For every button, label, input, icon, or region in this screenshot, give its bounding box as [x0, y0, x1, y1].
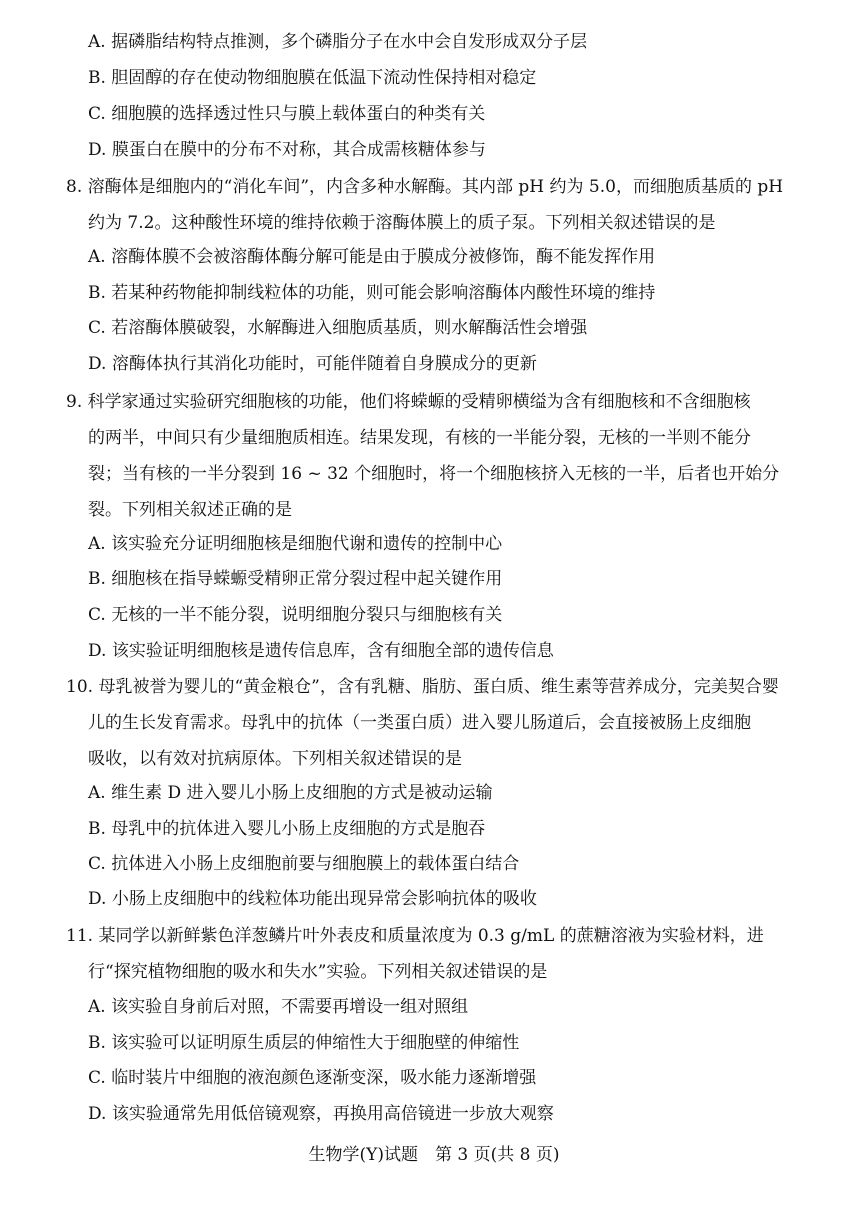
- q9-option-c: C. 无核的一半不能分裂，说明细胞分裂只与细胞核有关: [88, 605, 503, 625]
- q8-stem-line: 8. 溶酶体是细胞内的“消化车间”，内含多种水解酶。其内部 pH 约为 5.0，而细胞质基质的 pH: [66, 177, 784, 197]
- q8-option-c: C. 若溶酶体膜破裂，水解酶进入细胞质基质，则水解酶活性会增强: [88, 318, 588, 338]
- q11-stem-line: 11. 某同学以新鲜紫色洋葱鳞片叶外表皮和质量浓度为 0.3 g/mL 的蔗糖溶液为实验材料，进: [66, 926, 764, 946]
- q9-stem-line: 的两半，中间只有少量细胞质相连。结果发现，有核的一半能分裂，无核的一半则不能分: [88, 428, 751, 448]
- q11-option-a: A. 该实验自身前后对照，不需要再增设一组对照组: [88, 997, 469, 1017]
- q10-option-b: B. 母乳中的抗体进入婴儿小肠上皮细胞的方式是胞吞: [88, 819, 486, 839]
- q8-option-a: A. 溶酶体膜不会被溶酶体酶分解可能是由于膜成分被修饰，酶不能发挥作用: [88, 247, 656, 267]
- q8-stem-line: 约为 7.2。这种酸性环境的维持依赖于溶酶体膜上的质子泵。下列相关叙述错误的是: [88, 213, 716, 233]
- q7-option-c: C. 细胞膜的选择透过性只与膜上载体蛋白的种类有关: [88, 104, 486, 124]
- q11-stem-line: 行“探究植物细胞的吸水和失水”实验。下列相关叙述错误的是: [88, 962, 548, 982]
- q9-stem-line: 9. 科学家通过实验研究细胞核的功能，他们将蝾螈的受精卵横缢为含有细胞核和不含细胞核: [66, 392, 751, 412]
- q10-option-d: D. 小肠上皮细胞中的线粒体功能出现异常会影响抗体的吸收: [88, 889, 537, 909]
- q8-option-d: D. 溶酶体执行其消化功能时，可能伴随着自身膜成分的更新: [88, 354, 537, 374]
- page-footer: 生物学(Y)试题 第 3 页(共 8 页): [308, 1145, 560, 1165]
- q10-option-a: A. 维生素 D 进入婴儿小肠上皮细胞的方式是被动运输: [88, 783, 493, 803]
- q9-stem-line: 裂；当有核的一半分裂到 16 ~ 32 个细胞时，将一个细胞核挤入无核的一半，后者也开始分: [88, 464, 780, 484]
- q9-stem-line: 裂。下列相关叙述正确的是: [88, 500, 292, 520]
- q8-option-b: B. 若某种药物能抑制线粒体的功能，则可能会影响溶酶体内酸性环境的维持: [88, 283, 656, 303]
- q11-option-c: C. 临时装片中细胞的液泡颜色逐渐变深，吸水能力逐渐增强: [88, 1068, 537, 1088]
- q11-option-d: D. 该实验通常先用低倍镜观察，再换用高倍镜进一步放大观察: [88, 1104, 554, 1124]
- q7-option-a: A. 据磷脂结构特点推测，多个磷脂分子在水中会自发形成双分子层: [88, 32, 588, 52]
- q9-option-a: A. 该实验充分证明细胞核是细胞代谢和遗传的控制中心: [88, 534, 503, 554]
- q7-option-d: D. 膜蛋白在膜中的分布不对称，其合成需核糖体参与: [88, 140, 486, 160]
- q11-option-b: B. 该实验可以证明原生质层的伸缩性大于细胞壁的伸缩性: [88, 1033, 520, 1053]
- q10-option-c: C. 抗体进入小肠上皮细胞前要与细胞膜上的载体蛋白结合: [88, 854, 520, 874]
- q10-stem-line: 10. 母乳被誉为婴儿的“黄金粮仓”，含有乳糖、脂肪、蛋白质、维生素等营养成分，完美契合婴: [66, 677, 779, 697]
- q10-stem-line: 吸收，以有效对抗病原体。下列相关叙述错误的是: [88, 749, 462, 769]
- q9-option-b: B. 细胞核在指导蝾螈受精卵正常分裂过程中起关键作用: [88, 569, 503, 589]
- q9-option-d: D. 该实验证明细胞核是遗传信息库，含有细胞全部的遗传信息: [88, 641, 554, 661]
- q7-option-b: B. 胆固醇的存在使动物细胞膜在低温下流动性保持相对稳定: [88, 68, 537, 88]
- q10-stem-line: 儿的生长发育需求。母乳中的抗体（一类蛋白质）进入婴儿肠道后，会直接被肠上皮细胞: [88, 713, 751, 733]
